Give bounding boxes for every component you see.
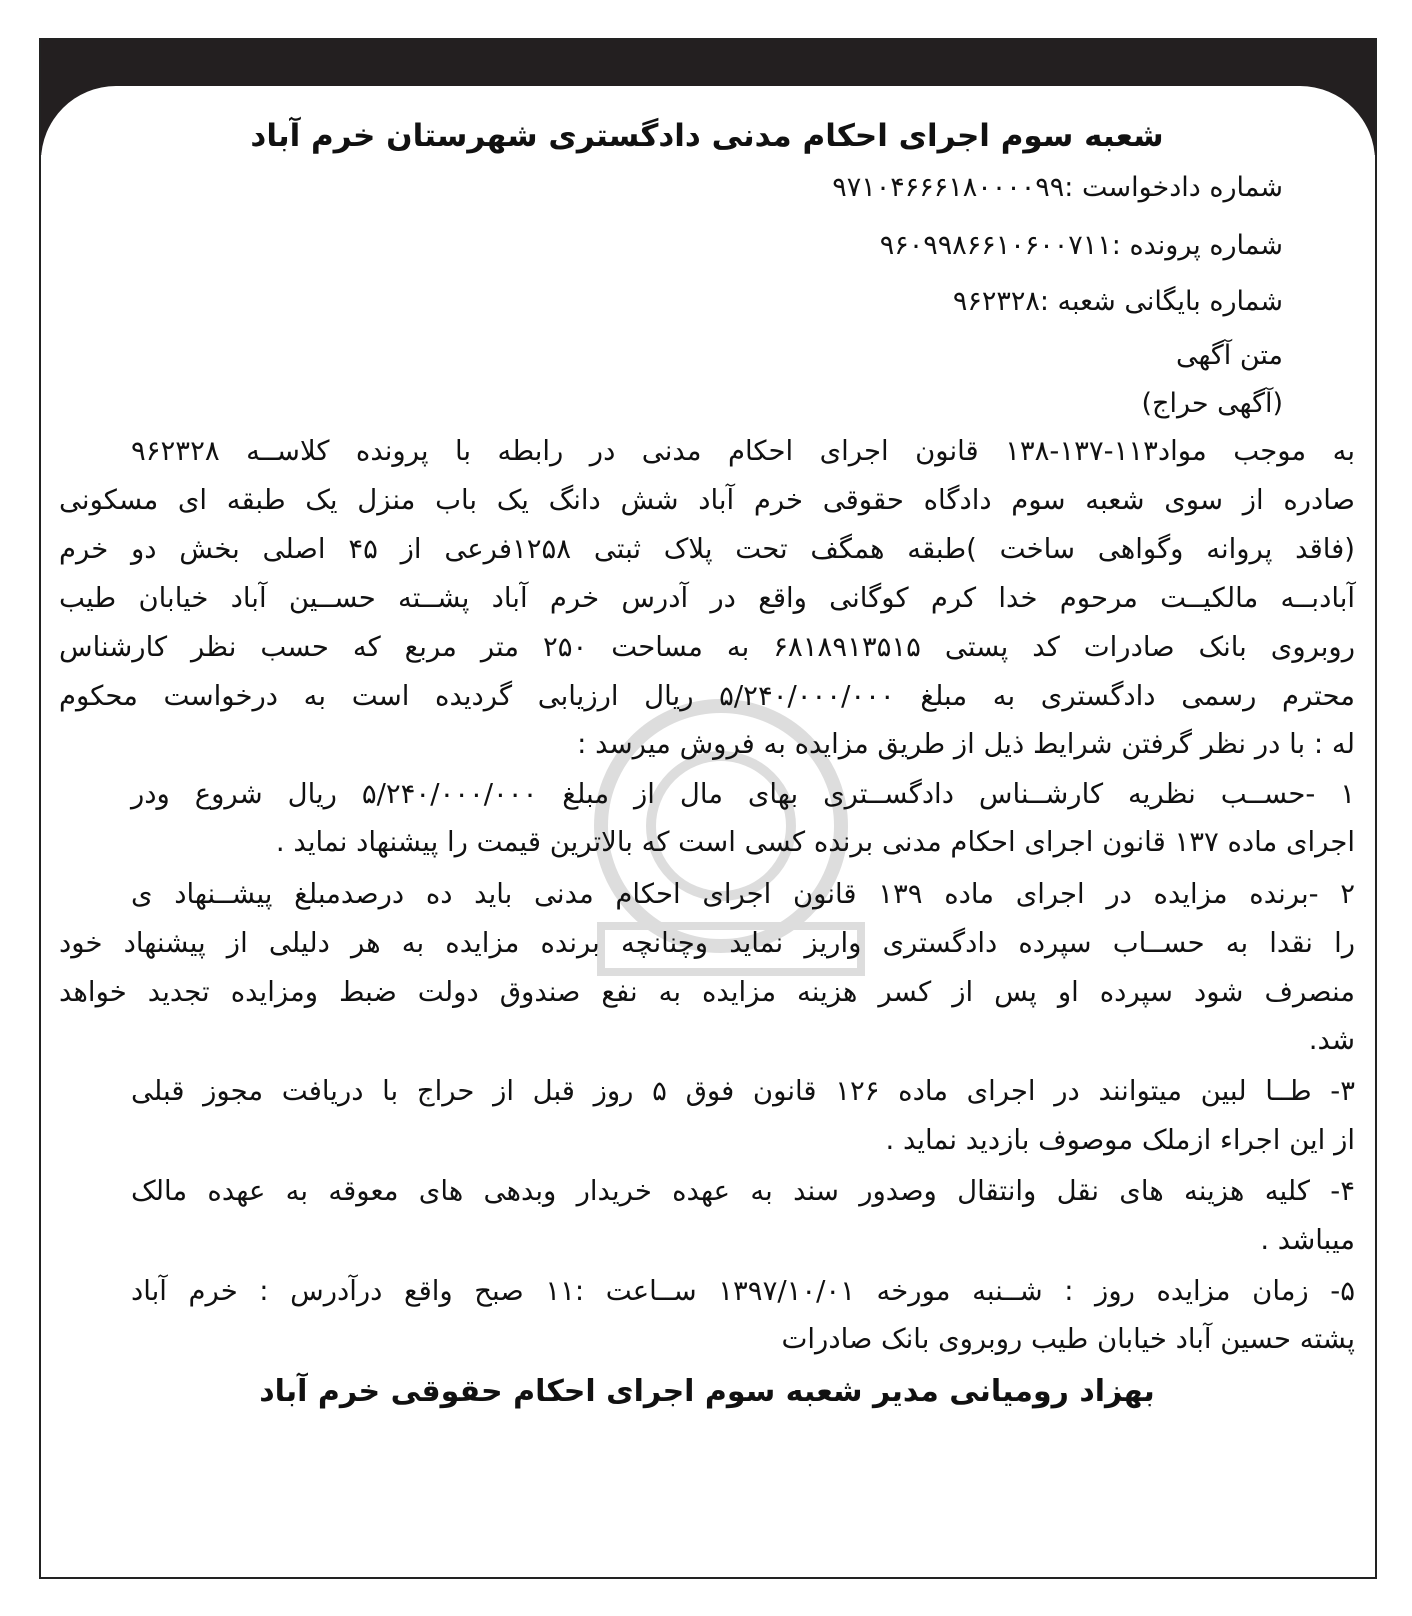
- body-line: آبادبــه مالکیــت مرحوم خدا کرم کوگانی واقع در آدرس خرم آباد پشــته حســین آباد خیابان طیب: [59, 582, 1355, 614]
- petition-number: شماره دادخواست :۹۷۱۰۴۶۶۶۱۸۰۰۰۰۹۹: [832, 172, 1283, 203]
- archive-number: شماره بایگانی شعبه :۹۶۲۳۲۸: [952, 286, 1283, 317]
- condition-2-line: منصرف شود سپرده او پس از کسر هزینه مزایده به نفع صندوق دولت ضبط ومزایده تجدید خواهد: [59, 976, 1355, 1008]
- condition-2-line: ۲ -برنده مزایده در اجرای ماده ۱۳۹ قانون اجرای احکام مدنی باید ده درصدمبلغ پیشــنهاد ی: [131, 878, 1355, 910]
- case-number: شماره پرونده :۹۶۰۹۹۸۶۶۱۰۶۰۰۷۱۱: [879, 230, 1283, 261]
- condition-2-line: را نقدا به حســاب سپرده دادگستری واریز نماید وچنانچه برنده مزایده به هر دلیلی از پیشنهاد خود: [59, 927, 1355, 959]
- condition-4-line: میباشد .: [1260, 1224, 1355, 1256]
- body-line: له : با در نظر گرفتن شرایط ذیل از طریق مزایده به فروش میرسد :: [577, 728, 1355, 760]
- condition-5-line: پشته حسین آباد خیابان طیب روبروی بانک صادرات: [781, 1323, 1355, 1355]
- condition-1-line: اجرای ماده ۱۳۷ قانون اجرای احکام مدنی برنده کسی است که بالاترین قیمت را پیشنهاد نماید .: [275, 826, 1355, 858]
- condition-4-line: ۴- کلیه هزینه های نقل وانتقال وصدور سند به عهده خریدار وبدهی های معوقه به عهده مالک: [131, 1175, 1355, 1207]
- condition-3-line: ۳- طــا لبین میتوانند در اجرای ماده ۱۲۶ قانون فوق ۵ روز قبل از حراج با دریافت مجوز قبلی: [131, 1075, 1355, 1107]
- condition-2-line: شد.: [1308, 1024, 1355, 1056]
- body-line: به موجب مواد۱۱۳-۱۳۷-۱۳۸ قانون اجرای احکام مدنی در رابطه با پرونده کلاســه ۹۶۲۳۲۸: [131, 435, 1355, 467]
- condition-5-line: ۵- زمان مزایده روز : شــنبه مورخه ۱۳۹۷/۱۰/۰۱ ســاعت :۱۱ صبح واقع درآدرس : خرم آباد: [131, 1275, 1355, 1307]
- condition-3-line: از این اجراء ازملک موصوف بازدید نماید .: [885, 1124, 1355, 1156]
- body-line: صادره از سوی شعبه سوم دادگاه حقوقی خرم آباد شش دانگ یک باب منزل یک طبقه ای مسکونی: [59, 484, 1355, 516]
- body-line: روبروی بانک صادرات کد پستی ۶۸۱۸۹۱۳۵۱۵ به مساحت ۲۵۰ متر مربع که حسب نظر کارشناس: [59, 631, 1355, 663]
- notice-paper: [41, 86, 1375, 1576]
- condition-1-line: ۱ -حســب نظریه کارشــناس دادگســتری بهای مال از مبلغ ۵/۲۴۰/۰۰۰/۰۰۰ ریال شروع ودر: [131, 778, 1356, 810]
- body-line: (فاقد پروانه وگواهی ساخت )طبقه همگف تحت پلاک ثبتی ۱۲۵۸فرعی از ۴۵ اصلی بخش دو خرم: [59, 533, 1355, 565]
- notice-frame: [39, 38, 1377, 1579]
- notice-content: [59, 86, 1355, 1576]
- notice-title: شعبه سوم اجرای احکام مدنی دادگستری شهرستان خرم آباد: [250, 118, 1164, 154]
- auction-label: (آگهی حراج): [1141, 388, 1283, 419]
- signature: بهزاد رومیانی مدیر شعبه سوم اجرای احکام حقوقی خرم آباد: [259, 1374, 1155, 1409]
- body-line: محترم رسمی دادگستری به مبلغ ۵/۲۴۰/۰۰۰/۰۰۰ ریال ارزیابی گردیده است به درخواست محکوم: [59, 680, 1356, 712]
- notice-text-label: متن آگهی: [1175, 340, 1283, 371]
